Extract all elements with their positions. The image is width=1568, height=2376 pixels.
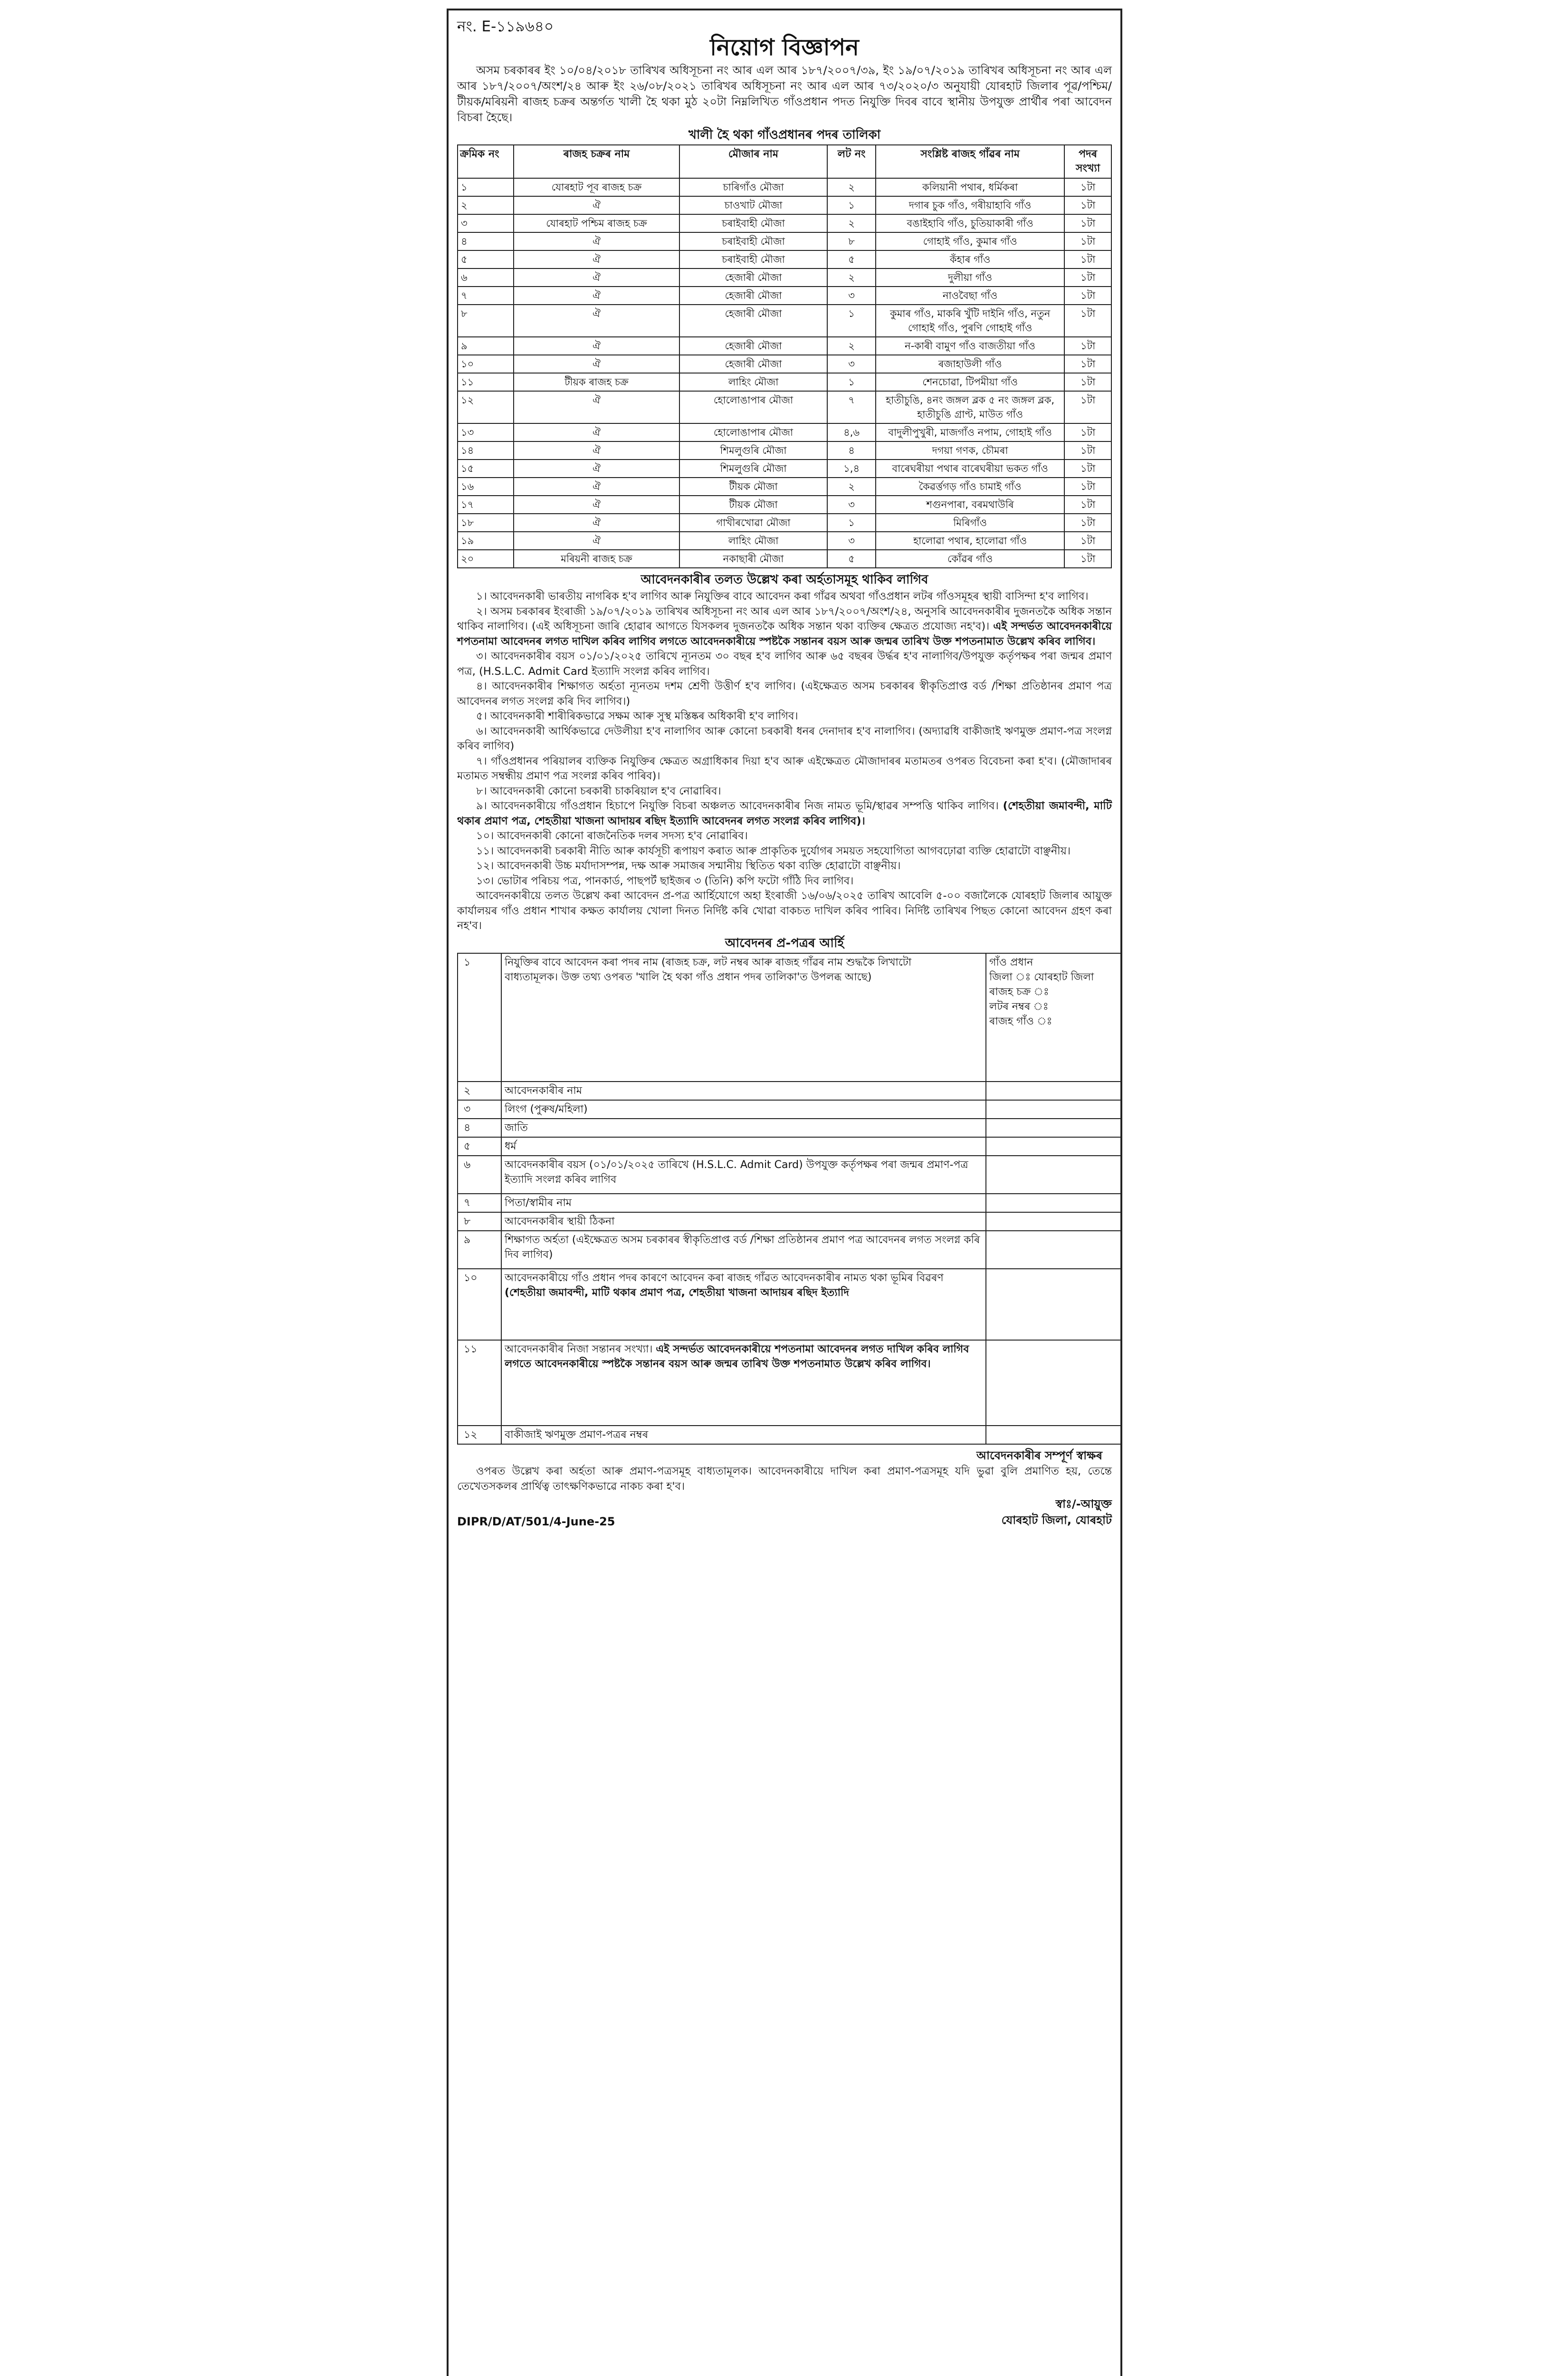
- form-row: [458, 1119, 1122, 1137]
- cell-serial: ১৭: [458, 496, 514, 514]
- form-row-text: লিংগ (পুৰুষ/মহিলা): [505, 1103, 588, 1115]
- form-row-answer-field[interactable]: [986, 1212, 1122, 1231]
- form-row-text: পিতা/স্বামীৰ নাম: [505, 1197, 572, 1209]
- condition-item: [457, 604, 1112, 650]
- condition-text: ৯। আবেদনকাৰীয়ে গাঁওপ্ৰধান হিচাপে নিযুক্তি বিচৰা অঞ্চলত আবেদনকাৰীৰ নিজ নামত ভূমি/স্থাৱৰ সম্পত্তি থাকিব লাগিব।: [476, 800, 1003, 812]
- cell-serial: ১২: [458, 391, 514, 423]
- form-row-label: [501, 1269, 986, 1340]
- form-row-answer-field[interactable]: [986, 1231, 1122, 1269]
- cell-mouza: চাৰিগাঁও মৌজা: [679, 178, 827, 196]
- vacancy-row: [458, 550, 1111, 568]
- form-row-text: বাকীজাই ঋণমুক্ত প্ৰমাণ-পত্ৰৰ নম্বৰ: [505, 1428, 649, 1441]
- form-row-number: ৫: [458, 1137, 501, 1156]
- cell-lot-no: ৪: [827, 441, 876, 460]
- cell-posts: ১টা: [1064, 532, 1111, 550]
- cell-village: ন-কাৰী বামুণ গাঁও বাজতীয়া গাঁও: [876, 337, 1064, 355]
- form-row-number: ১: [458, 953, 501, 1082]
- col-header-circle: ৰাজহ চক্ৰৰ নাম: [514, 145, 679, 178]
- vacancy-row: [458, 514, 1111, 532]
- cell-revenue-circle: ঐ: [514, 250, 679, 268]
- form-row-answer-field[interactable]: [986, 1426, 1122, 1444]
- cell-mouza: টীয়ক মৌজা: [679, 496, 827, 514]
- form-row-number: ৪: [458, 1119, 501, 1137]
- vacancy-row: [458, 250, 1111, 268]
- cell-lot-no: ৮: [827, 232, 876, 250]
- cell-serial: ১: [458, 178, 514, 196]
- cell-posts: ১টা: [1064, 214, 1111, 232]
- cell-revenue-circle: ঐ: [514, 460, 679, 478]
- cell-posts: ১টা: [1064, 423, 1111, 441]
- cell-lot-no: ৩: [827, 355, 876, 373]
- cell-lot-no: ২: [827, 268, 876, 287]
- cell-revenue-circle: ঐ: [514, 496, 679, 514]
- cell-mouza: টীয়ক মৌজা: [679, 478, 827, 496]
- cell-revenue-circle: মৰিয়নী ৰাজহ চক্ৰ: [514, 550, 679, 568]
- condition-item: [457, 844, 1112, 859]
- cell-lot-no: ৭: [827, 391, 876, 423]
- cell-lot-no: ১,৪: [827, 460, 876, 478]
- footer: [457, 1496, 1112, 1528]
- vacancy-row: [458, 232, 1111, 250]
- form-row: [458, 1269, 1122, 1340]
- intro-paragraph: অসম চৰকাৰৰ ইং ১০/০৪/২০১৮ তাৰিখৰ অধিসূচনা নং আৰ এল আৰ ১৮৭/২০০৭/৩৯, ইং ১৯/০৭/২০১৯ তাৰিখৰ অধিসূচনা নং আৰ এল আৰ ১৮৭/২০০৭/অংশ/২৪ আৰু ইং ২৬/০৮/২০২১ তাৰিখৰ অধিসূচনা নং আৰ এল আৰ ৭৩/২০২০/৩ অনুযায়ী যোৰহাট জিলাৰ পূৱ/পশ্চিম/টীয়ক/মৰিয়নী ৰাজহ চক্ৰৰ অন্তৰ্গত খালী হৈ থকা মুঠ ২০টা নিম্নলিখিত গাঁওপ্ৰধান পদত নিযুক্তি দিবৰ বাবে স্থানীয় উপযুক্ত প্ৰাৰ্থীৰ পৰা আবেদন বিচৰা হৈছে।: [457, 64, 1112, 124]
- conditions-heading: আবেদনকাৰীৰ তলত উল্লেখ কৰা অৰ্হতাসমূহ থাকিব লাগিব: [641, 573, 928, 587]
- form-row: [458, 1426, 1122, 1444]
- cell-serial: ৯: [458, 337, 514, 355]
- cell-mouza: হোলোঙাপাৰ মৌজা: [679, 423, 827, 441]
- form-row-text: আবেদনকাৰীৰ স্থায়ী ঠিকনা: [505, 1215, 615, 1227]
- post-info-line: গাঁও প্ৰধান: [989, 956, 1033, 968]
- form-row-label: নিযুক্তিৰ বাবে আবেদন কৰা পদৰ নাম (ৰাজহ চক্ৰ, লট নম্বৰ আৰু ৰাজহ গাঁৱৰ নাম শুদ্ধকৈ লিখাটো বাধ্যতামূলক। উক্ত তথ্য ওপৰত 'খালি হৈ থকা গাঁও প্ৰধান পদৰ তালিকা'ত উপলব্ধ আছে): [501, 953, 986, 1082]
- col-header-mouza: মৌজাৰ নাম: [679, 145, 827, 178]
- cell-serial: ১৩: [458, 423, 514, 441]
- vacancy-row: [458, 287, 1111, 305]
- cell-serial: ৪: [458, 232, 514, 250]
- dipr-code: DIPR/D/AT/501/4-June-25: [457, 1514, 615, 1528]
- vacancy-row: [458, 178, 1111, 196]
- condition-text: ১। আবেদনকাৰী ভাৰতীয় নাগৰিক হ'ব লাগিব আৰু নিযুক্তিৰ বাবে আবেদন কৰা গাঁৱৰ অথবা গাঁওপ্ৰধান লটৰ গাঁওসমূহৰ স্থায়ী বাসিন্দা হ'ব লাগিব।: [476, 590, 1089, 603]
- form-row: [458, 1137, 1122, 1156]
- form-row-post-details: [986, 953, 1122, 1082]
- vacancy-row: [458, 496, 1111, 514]
- cell-revenue-circle: ঐ: [514, 423, 679, 441]
- cell-village: দগয়া গণক, চৌমৰা: [876, 441, 1064, 460]
- form-row-text: আবেদনকাৰীয়ে গাঁও প্ৰধান পদৰ কাৰণে আবেদন কৰা ৰাজহ গাঁৱত আবেদনকাৰীৰ নামত থকা ভূমিৰ বিৱৰণ: [505, 1272, 944, 1284]
- vacancy-row: [458, 355, 1111, 373]
- col-header-posts: পদৰ সংখ্যা: [1064, 145, 1111, 178]
- form-row-label: [501, 1119, 986, 1137]
- authority-signature: স্বাঃ/-আয়ুক্ত: [1055, 1497, 1112, 1511]
- form-row-label: [501, 1137, 986, 1156]
- vacancy-row: [458, 478, 1111, 496]
- cell-serial: ১৪: [458, 441, 514, 460]
- form-row: [458, 1082, 1122, 1100]
- condition-item: [457, 709, 1112, 724]
- vacancy-row: [458, 337, 1111, 355]
- cell-serial: ২০: [458, 550, 514, 568]
- cell-serial: ১৮: [458, 514, 514, 532]
- form-row: [458, 1156, 1122, 1194]
- cell-posts: ১টা: [1064, 337, 1111, 355]
- cell-lot-no: ১: [827, 305, 876, 337]
- form-row-text: আবেদনকাৰীৰ নাম: [505, 1084, 582, 1097]
- cell-posts: ১টা: [1064, 391, 1111, 423]
- form-row: [458, 1212, 1122, 1231]
- vacancy-row: [458, 423, 1111, 441]
- cell-lot-no: ৫: [827, 550, 876, 568]
- cell-mouza: চৰাইবাহী মৌজা: [679, 214, 827, 232]
- cell-lot-no: ২: [827, 178, 876, 196]
- cell-revenue-circle: যোৰহাট পশ্চিম ৰাজহ চক্ৰ: [514, 214, 679, 232]
- cell-revenue-circle: ঐ: [514, 355, 679, 373]
- form-row-answer-field[interactable]: [986, 1269, 1122, 1340]
- cell-village: কোঁৱৰ গাঁও: [876, 550, 1064, 568]
- cell-serial: ১৬: [458, 478, 514, 496]
- condition-item: [457, 799, 1112, 829]
- cell-serial: ১০: [458, 355, 514, 373]
- condition-text: ১০। আবেদনকাৰী কোনো ৰাজনৈতিক দলৰ সদস্য হ'ব নোৱাৰিব।: [476, 830, 748, 842]
- cell-village: ৰজাহাউলী গাঁও: [876, 355, 1064, 373]
- cell-serial: ১১: [458, 373, 514, 391]
- vacancy-header-row: [458, 145, 1111, 178]
- cell-mouza: হেজাৰী মৌজা: [679, 337, 827, 355]
- form-row-number: ৮: [458, 1212, 501, 1231]
- col-header-lot: লট নং: [827, 145, 876, 178]
- condition-item: [457, 589, 1112, 604]
- vacancy-table: [457, 144, 1112, 568]
- condition-text: ৩। আবেদনকাৰীৰ বয়স ০১/০১/২০২৫ তাৰিখে ন্যূনতম ৩০ বছৰ হ'ব লাগিব আৰু ৬৫ বছৰৰ উৰ্দ্ধৰ হ'ব নালাগিব/উপযুক্ত কৰ্তৃপক্ষৰ পৰা জন্মৰ প্ৰমাণ পত্ৰ, (H.S.L.C. Admit Card ইত্যাদি সংলগ্ন কৰিব লাগিব।: [457, 650, 1112, 678]
- form-row-answer-field[interactable]: [986, 1194, 1122, 1212]
- cell-lot-no: ১: [827, 514, 876, 532]
- cell-serial: ১৫: [458, 460, 514, 478]
- cell-village: বঙাইহাবি গাঁও, চুতিয়াকাৰী গাঁও: [876, 214, 1064, 232]
- cell-village: কুমাৰ গাঁও, মাকৰি খুঁটি দাইনি গাঁও, নতুন গোহাই গাঁও, পুৰণি গোহাই গাঁও: [876, 305, 1064, 337]
- condition-item: [457, 724, 1112, 754]
- condition-text: ৪। আবেদনকাৰীৰ শিক্ষাগত অৰ্হতা ন্যূনতম দশম শ্ৰেণী উত্তীৰ্ণ হ'ব লাগিব। (এইক্ষেত্ৰত অসম চৰকাৰৰ স্বীকৃতিপ্ৰাপ্ত বৰ্ড /শিক্ষা প্ৰতিষ্ঠানৰ প্ৰমাণ পত্ৰ আবেদনৰ লগত সংলগ্ন কৰি দিব লাগিব।): [457, 680, 1112, 708]
- vacancy-row: [458, 373, 1111, 391]
- cell-revenue-circle: ঐ: [514, 337, 679, 355]
- vacancy-row: [458, 391, 1111, 423]
- form-row-answer-field[interactable]: [986, 1100, 1122, 1119]
- cell-mouza: হেজাৰী মৌজা: [679, 305, 827, 337]
- col-header-serial: ক্ৰমিক নং: [458, 145, 514, 178]
- cell-lot-no: ২: [827, 214, 876, 232]
- form-row-answer-field[interactable]: [986, 1156, 1122, 1194]
- condition-emphasis: এই সন্দৰ্ভত আবেদনকাৰীয়ে শপতনামা আবেদনৰ লগত দাখিল কৰিব লাগিব লগতে আবেদনকাৰীয়ে স্পষ্টকৈ সন্তানৰ বয়স আৰু জন্মৰ তাৰিখ উক্ত শপতনামাত উল্লেখ কৰিব লাগিব।: [457, 620, 1112, 648]
- cell-serial: ৩: [458, 214, 514, 232]
- cell-village: বাৰেঘৰীয়া পথাৰ বাৰেঘৰীয়া ভকত গাঁও: [876, 460, 1064, 478]
- condition-text: ৭। গাঁওপ্ৰধানৰ পৰিয়ালৰ ব্যক্তিক নিযুক্তিৰ ক্ষেত্ৰত অগ্ৰাধিকাৰ দিয়া হ'ব আৰু এইক্ষেত্ৰত মৌজাদাৰৰ মতামতৰ ওপৰত বিবেচনা কৰা হ'ব। (মৌজাদাৰৰ মতামত সম্বন্ধীয় প্ৰমাণ পত্ৰ সংলগ্ন কৰিব পাৰিব)।: [457, 755, 1112, 782]
- signature-label: আবেদনকাৰীৰ সম্পূৰ্ণ স্বাক্ষৰ: [976, 1448, 1102, 1462]
- cell-mouza: চাওখাট মৌজা: [679, 196, 827, 214]
- cell-posts: ১টা: [1064, 250, 1111, 268]
- form-row-number: ৩: [458, 1100, 501, 1119]
- cell-posts: ১টা: [1064, 355, 1111, 373]
- vacancy-row: [458, 441, 1111, 460]
- cell-lot-no: ২: [827, 478, 876, 496]
- form-row-emphasis: (শেহতীয়া জমাবন্দী, মাটি থকাৰ প্ৰমাণ পত্ৰ, শেহতীয়া খাজনা আদায়ৰ ৰছিদ ইত্যাদি: [505, 1286, 849, 1299]
- form-row-text: আবেদনকাৰীৰ বয়স (০১/০১/২০২৫ তাৰিখে (H.S.L.C. Admit Card) উপযুক্ত কৰ্তৃপক্ষৰ পৰা জন্মৰ প্ৰমাণ-পত্ৰ ইত্যাদি সংলগ্ন কৰিব লাগিব: [505, 1159, 968, 1186]
- condition-item: [457, 679, 1112, 709]
- cell-posts: ১টা: [1064, 232, 1111, 250]
- cell-mouza: লাহিং মৌজা: [679, 532, 827, 550]
- form-row-answer-field[interactable]: [986, 1137, 1122, 1156]
- cell-revenue-circle: ঐ: [514, 478, 679, 496]
- cell-village: কলিয়ানী পথাৰ, ধৰ্মিকৰা: [876, 178, 1064, 196]
- form-heading: আবেদনৰ প্ৰ-পত্ৰৰ আৰ্হি: [725, 936, 844, 950]
- post-info-line: ৰাজহ চক্ৰ ঃ: [989, 986, 1049, 998]
- cell-posts: ১টা: [1064, 478, 1111, 496]
- condition-emphasis: (শেহতীয়া জমাবন্দী, মাটি থকাৰ প্ৰমাণ পত্ৰ, শেহতীয়া খাজনা আদায়ৰ ৰছিদ ইত্যাদি আবেদনৰ লগত সংলগ্ন কৰিব লাগিব)।: [457, 800, 1112, 827]
- cell-mouza: হোলোঙাপাৰ মৌজা: [679, 391, 827, 423]
- form-row-text: আবেদনকাৰীৰ নিজা সন্তানৰ সংখ্যা।: [505, 1343, 656, 1355]
- condition-text: ১২। আবেদনকাৰী উচ্চ মৰ্যাদাসম্পন্ন, দক্ষ আৰু সমাজৰ সন্মানীয় স্থিতিত থকা ব্যক্তি হোৱাটো বাঞ্ছনীয়।: [476, 860, 901, 872]
- cell-serial: ৬: [458, 268, 514, 287]
- condition-item: [457, 754, 1112, 784]
- advertisement: [447, 9, 1122, 2376]
- cell-village: দুলীয়া গাঁও: [876, 268, 1064, 287]
- cell-posts: ১টা: [1064, 196, 1111, 214]
- condition-item: [457, 784, 1112, 799]
- cell-mouza: হেজাৰী মৌজা: [679, 268, 827, 287]
- cell-mouza: হেজাৰী মৌজা: [679, 355, 827, 373]
- form-row-label: [501, 1212, 986, 1231]
- form-row-label: [501, 1426, 986, 1444]
- cell-lot-no: ১: [827, 196, 876, 214]
- form-row: [458, 1100, 1122, 1119]
- form-row-number: ৬: [458, 1156, 501, 1194]
- form-row-text: জাতি: [505, 1121, 528, 1134]
- cell-serial: ১৯: [458, 532, 514, 550]
- cell-posts: ১টা: [1064, 305, 1111, 337]
- condition-item: [457, 649, 1112, 679]
- cell-revenue-circle: ঐ: [514, 287, 679, 305]
- cell-revenue-circle: ঐ: [514, 268, 679, 287]
- cell-posts: ১টা: [1064, 373, 1111, 391]
- form-row-answer-field[interactable]: [986, 1119, 1122, 1137]
- reference-number: নং. E-১১৯৬৪০: [457, 18, 554, 35]
- cell-revenue-circle: ঐ: [514, 532, 679, 550]
- condition-text: ৮। আবেদনকাৰী কোনো চৰকাৰী চাকৰিয়াল হ'ব নোৱাৰিব।: [476, 785, 721, 797]
- cell-revenue-circle: যোৰহাট পূব ৰাজহ চক্ৰ: [514, 178, 679, 196]
- cell-mouza: চৰাইবাহী মৌজা: [679, 250, 827, 268]
- issuing-authority: [1002, 1496, 1112, 1528]
- cell-posts: ১টা: [1064, 287, 1111, 305]
- form-row-text: ধৰ্ম: [505, 1140, 516, 1152]
- condition-text: ৬। আবেদনকাৰী আৰ্থিকভাৱে দেউলীয়া হ'ব নালাগিব আৰু কোনো চৰকাৰী ধনৰ দেনাদাৰ হ'ব নালাগিব। (অদ্যাৱধি বাকীজাই ঋণমুক্ত প্ৰমাণ-পত্ৰ সংলগ্ন কৰিব লাগিব): [457, 725, 1112, 752]
- cell-posts: ১টা: [1064, 268, 1111, 287]
- form-row-label: [501, 1100, 986, 1119]
- cell-posts: ১টা: [1064, 514, 1111, 532]
- submission-note: আবেদনকাৰীয়ে তলত উল্লেখ কৰা আবেদন প্ৰ-পত্ৰ আৰ্হিযোগে অহা ইংৰাজী ১৬/০৬/২০২৫ তাৰিখ আবেলি ৫-০০ বজালৈকে যোৰহাট জিলাৰ আয়ুক্ত কাৰ্যালয়ৰ গাঁও প্ৰধান শাখাৰ কক্ষত কাৰ্যালয় খোলা দিনত নিৰ্দিষ্ট কৰি খোৱা বাকচত দাখিল কৰিব পাৰিব। নিৰ্দিষ্ট তাৰিখৰ পিছত কোনো আবেদন গ্ৰহণ কৰা নহ'ব।: [457, 890, 1112, 932]
- cell-village: মিৰিগাঁও: [876, 514, 1064, 532]
- cell-lot-no: ৩: [827, 532, 876, 550]
- form-row-label: [501, 1082, 986, 1100]
- cell-revenue-circle: ঐ: [514, 441, 679, 460]
- conditions-list: [457, 589, 1112, 889]
- form-row-number: ১২: [458, 1426, 501, 1444]
- form-row-number: ২: [458, 1082, 501, 1100]
- cell-village: শগুনপাৰা, বৰমথাউৰি: [876, 496, 1064, 514]
- form-row: [458, 1231, 1122, 1269]
- cell-mouza: শিমলুগুৰি মৌজা: [679, 460, 827, 478]
- vacancy-row: [458, 214, 1111, 232]
- vacancy-row: [458, 532, 1111, 550]
- form-row-emphasis: এই সন্দৰ্ভত আবেদনকাৰীয়ে শপতনামা আবেদনৰ লগত দাখিল কৰিব লাগিব লগতে আবেদনকাৰীয়ে স্পষ্টকৈ সন্তানৰ বয়স আৰু জন্মৰ তাৰিখ উক্ত শপতনামাত উল্লেখ কৰিব লাগিব।: [505, 1343, 969, 1370]
- form-row-number: ৭: [458, 1194, 501, 1212]
- cell-lot-no: ২: [827, 337, 876, 355]
- cell-lot-no: ৩: [827, 287, 876, 305]
- form-row-text: শিক্ষাগত অৰ্হতা (এইক্ষেত্ৰত অসম চৰকাৰৰ স্বীকৃতিপ্ৰাপ্ত বৰ্ড /শিক্ষা প্ৰতিষ্ঠানৰ প্ৰমাণ পত্ৰ আবেদনৰ লগত সংলগ্ন কৰি দিব লাগিব): [505, 1234, 980, 1261]
- cell-serial: ৮: [458, 305, 514, 337]
- cell-lot-no: ৫: [827, 250, 876, 268]
- cell-serial: ২: [458, 196, 514, 214]
- cell-village: কঁহাৰ গাঁও: [876, 250, 1064, 268]
- cell-posts: ১টা: [1064, 550, 1111, 568]
- form-row: [458, 1340, 1122, 1426]
- condition-item: [457, 829, 1112, 844]
- form-row-answer-field[interactable]: [986, 1082, 1122, 1100]
- post-info-line: ৰাজহ গাঁও ঃ: [989, 1015, 1052, 1027]
- vacancy-row: [458, 268, 1111, 287]
- cell-serial: ৫: [458, 250, 514, 268]
- cell-lot-no: ৩: [827, 496, 876, 514]
- cell-posts: ১টা: [1064, 178, 1111, 196]
- cell-mouza: শিমলুগুৰি মৌজা: [679, 441, 827, 460]
- condition-item: [457, 859, 1112, 874]
- cell-village: হাতীচুঙি, ৪নং জঙ্গল ব্লক ৫ নং জঙ্গল ব্লক, হাতীচুঙি গ্ৰাণ্ট, মাউত গাঁও: [876, 391, 1064, 423]
- condition-text: ১৩। ভোটাৰ পৰিচয় পত্ৰ, পানকাৰ্ড, পাছপৰ্ট ছাইজৰ ৩ (তিনি) কপি ফটো গাঁঠি দিব লাগিব।: [476, 874, 854, 887]
- cell-mouza: নকাছাৰী মৌজা: [679, 550, 827, 568]
- form-row-label: [501, 1231, 986, 1269]
- cell-village: দগাৰ চুক গাঁও, গৰীয়াহাবি গাঁও: [876, 196, 1064, 214]
- vacancy-row: [458, 305, 1111, 337]
- cell-lot-no: ৪,৬: [827, 423, 876, 441]
- cell-mouza: চৰাইবাহী মৌজা: [679, 232, 827, 250]
- vacancy-row: [458, 460, 1111, 478]
- condition-text: ১১। আবেদনকাৰী চৰকাৰী নীতি আৰু কাৰ্যসূচী ৰূপায়ণ কৰাত আৰু প্ৰাকৃতিক দুৰ্যোগৰ সময়ত সহযোগিতা আগবঢ়োৱা ব্যক্তি হোৱাটো বাঞ্ছনীয়।: [476, 844, 1071, 857]
- cell-village: হালোৱা পথাৰ, হালোৱা গাঁও: [876, 532, 1064, 550]
- cell-mouza: হেজাৰী মৌজা: [679, 287, 827, 305]
- cell-posts: ১টা: [1064, 460, 1111, 478]
- cell-village: কৈৱৰ্ত্তগড় গাঁও চামাই গাঁও: [876, 478, 1064, 496]
- cell-village: শেনচোৱা, টিপমীয়া গাঁও: [876, 373, 1064, 391]
- cell-serial: ৭: [458, 287, 514, 305]
- form-row-number: ১১: [458, 1340, 501, 1426]
- form-row-label: [501, 1340, 986, 1426]
- col-header-village: সংশ্লিষ্ট ৰাজহ গাঁৱৰ নাম: [876, 145, 1064, 178]
- cell-mouza: গাখীৰখোৱা মৌজা: [679, 514, 827, 532]
- condition-item: [457, 874, 1112, 889]
- vacancy-row: [458, 196, 1111, 214]
- vacancy-heading: খালী হৈ থকা গাঁওপ্ৰধানৰ পদৰ তালিকা: [688, 128, 881, 142]
- cell-revenue-circle: টীয়ক ৰাজহ চক্ৰ: [514, 373, 679, 391]
- application-form-table: [457, 953, 1122, 1445]
- mandatory-note: ওপৰত উল্লেখ কৰা অৰ্হতা আৰু প্ৰমাণ-পত্ৰসমূহ বাধ্যতামূলক। আবেদনকাৰীয়ে দাখিল কৰা প্ৰমাণ-পত্ৰসমূহ যদি ভুৱা বুলি প্ৰমাণিত হয়, তেন্তে তেখেতসকলৰ প্ৰাৰ্থিত্ব তাৎক্ষণিকভাৱে নাকচ কৰা হ'ব।: [457, 1465, 1112, 1493]
- cell-village: বাদুলীপুখুৰী, মাজগাঁও নপাম, গোহাই গাঁও: [876, 423, 1064, 441]
- form-row-answer-field[interactable]: [986, 1340, 1122, 1426]
- form-row-label: [501, 1194, 986, 1212]
- cell-revenue-circle: ঐ: [514, 232, 679, 250]
- condition-text: ৫। আবেদনকাৰী শাৰীৰিকভাৱে সক্ষম আৰু সুস্থ মস্তিষ্কৰ অধিকাৰী হ'ব লাগিব।: [476, 710, 798, 722]
- cell-lot-no: ১: [827, 373, 876, 391]
- form-row: [458, 953, 1122, 1082]
- post-info-line: লটৰ নম্বৰ ঃ: [989, 1000, 1049, 1013]
- cell-village: গোহাই গাঁও, কুমাৰ গাঁও: [876, 232, 1064, 250]
- cell-posts: ১টা: [1064, 496, 1111, 514]
- post-info-line: জিলা ঃ যোৰহাট জিলা: [989, 971, 1094, 983]
- form-row-label: [501, 1156, 986, 1194]
- page-title: নিয়োগ বিজ্ঞাপন: [710, 34, 859, 61]
- cell-revenue-circle: ঐ: [514, 305, 679, 337]
- cell-revenue-circle: ঐ: [514, 514, 679, 532]
- authority-office: যোৰহাট জিলা, যোৰহাট: [1001, 1513, 1112, 1527]
- form-row: [458, 1194, 1122, 1212]
- cell-revenue-circle: ঐ: [514, 196, 679, 214]
- form-row-number: ১০: [458, 1269, 501, 1340]
- cell-mouza: লাহিং মৌজা: [679, 373, 827, 391]
- cell-posts: ১টা: [1064, 441, 1111, 460]
- cell-revenue-circle: ঐ: [514, 391, 679, 423]
- cell-village: নাওবৈছা গাঁও: [876, 287, 1064, 305]
- condition-text: ২। অসম চৰকাৰৰ ইংৰাজী ১৯/০৭/২০১৯ তাৰিখৰ অধিসূচনা নং আৰ এল আৰ ১৮৭/২০০৭/অংশ/২৪, অনুসৰি আবেদনকাৰীৰ দুজনতকৈ অধিক সন্তান থাকিব নালাগিব। (এই অধিসূচনা জাৰি হোৱাৰ আগতে যিসকলৰ দুজনতকৈ অধিক সন্তান থকা ব্যক্তিৰ ক্ষেত্ৰত প্ৰযোজ্য নহ'ব)।: [457, 605, 1112, 632]
- form-row-number: ৯: [458, 1231, 501, 1269]
